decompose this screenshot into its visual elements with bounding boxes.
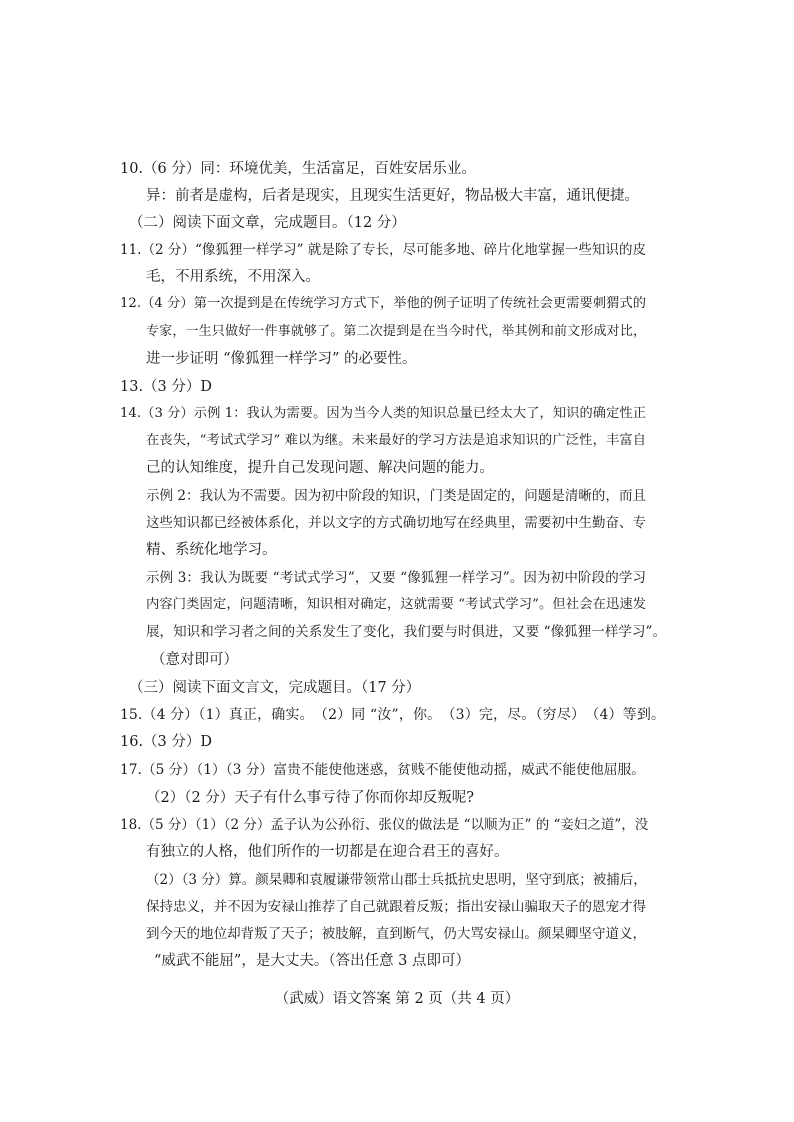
answer-line: 专家，一生只做好一件事就够了。第二次提到是在当今时代，举其例和前文形成对比， [146,324,646,339]
answer-line: （2）（3 分）算。颜杲卿和袁履谦带领常山郡士兵抵抗史思明，坚守到底；被捕后， [146,872,647,888]
answer-line: 有独立的人格，他们所作的一切都是在迎合君王的喜好。 [146,844,509,860]
answer-line: 17.（5 分）（1）（3 分）富贵不能使他迷惑，贫贱不能使他动摇，威武不能使他屈服。 [120,762,645,778]
answer-line: 示例 3：我认为既要 “考试式学习”，又要 “像狐狸一样学习”。因为初中阶段的学习 [146,570,646,586]
answer-line: 精、系统化地学习。 [146,542,277,558]
answer-line: 保持忠义，并不因为安禄山推荐了自己就跟着反叛；指出安禄山骗取天子的恩宠才得 [146,899,646,915]
answer-line: 11.（2 分）“像狐狸一样学习” 就是除了专长，尽可能多地、碎片化地掌握一些知识的皮 [120,242,646,258]
answer-line: 这些知识都已经被体系化，并以文字的方式确切地写在经典里，需要初中生勤奋、专 [146,515,646,531]
answer-line: 内容门类固定，问题清晰，知识相对确定，这就需要 “考试式学习”。但社会在迅速发 [146,597,646,612]
answer-line: 14.（3 分）示例 1：我认为需要。因为当今人类的知识总量已经太大了，知识的确定性正 [120,406,646,421]
answer-line: 展，知识和学习者之间的关系发生了变化，我们要与时俱进，又要 “像狐狸一样学习”。 [146,624,666,640]
answer-line: （二）阅读下面文章，完成题目。（12 分） [129,215,406,231]
answer-line: 16.（3 分）D [120,734,213,750]
answer-line: 毛，不用系统，不用深入。 [146,269,320,285]
answer-line: 12.（4 分）第一次提到是在传统学习方式下，举他的例子证明了传统社会更需要刺猬式的 [120,296,646,311]
answer-line: 异：前者是虚构，后者是现实，且现实生活更好，物品极大丰富，通讯便捷。 [146,188,639,204]
answer-line: （意对即可） [151,652,238,668]
answer-line: （2）（2 分）天子有什么事亏待了你而你却反叛呢? [146,790,475,806]
answer-line: 15.（4 分）（1）真正，确实。 （2）同 “汝”，你。 （3）完，尽。（穷尽） （4）等到。 [120,707,665,723]
answer-line: 进一步证明 “像狐狸一样学习” 的必要性。 [146,351,417,367]
answer-line: 在丧失，“考试式学习” 难以为继。未来最好的学习方法是追求知识的广泛性，丰富自 [146,433,646,448]
answer-line: 示例 2：我认为不需要。因为初中阶段的知识，门类是固定的，问题是清晰的，而且 [146,488,646,504]
answer-line: （三）阅读下面文言文，完成题目。（17 分） [129,680,421,696]
answer-line: 13.（3 分）D [120,379,213,395]
answer-line: 己的认知维度，提升自己发现问题、解决问题的能力。 [146,460,494,476]
answer-line: 10.（6 分）同：环境优美，生活富足，百姓安居乐业。 [120,161,476,177]
answer-line: 18.（5 分）（1）（2 分）孟子认为公孙衍、张仪的做法是 “以顺为正” 的 “妾妇之道”，没 [120,817,649,833]
answer-line: “威武不能屈”，是大丈夫。（答出任意 3 点即可） [154,953,471,969]
answer-line: 到今天的地位却背叛了天子；被肢解，直到断气，仍大骂安禄山。颜杲卿坚守道义， [146,926,646,942]
page-footer: （武威）语文答案 第 2 页（共 4 页） [274,991,520,1007]
